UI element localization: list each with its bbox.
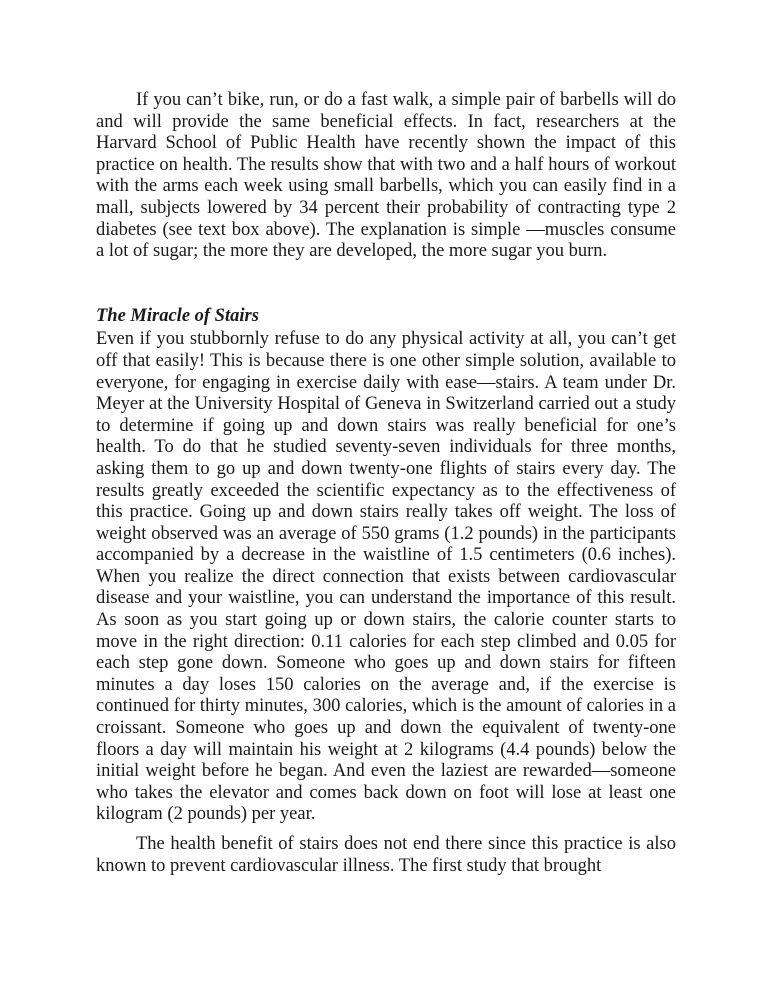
document-page <box>96 90 676 877</box>
stairs-followup-paragraph: The health benefit of stairs does not end there since this practice is also known to prevent cardiovascular illness. The first study that brought <box>96 834 676 876</box>
intro-paragraph: If you can’t bike, run, or do a fast walk, a simple pair of barbells will do and will provide the same beneficial effects. In fact, researchers at the Harvard School of Public Health have recently shown the impact of this practice on health. The results show that with two and a half hours of workout with the arms each week using small barbells, which you can easily find in a mall, subjects lowered by 34 percent their probability of contracting type 2 diabetes (see text box above). The explanation is simple —muscles consume a lot of sugar; the more they are developed, the more sugar you burn. <box>96 90 676 262</box>
paragraph-spacer <box>96 826 676 834</box>
section-heading-stairs: The Miracle of Stairs <box>96 305 259 326</box>
section-spacer <box>96 263 676 306</box>
stairs-paragraph: Even if you stubbornly refuse to do any physical activity at all, you can’t get off that easily! This is because there is one other simple solution, available to everyone, for engaging in exercise daily with ease—stairs. A team under Dr. Meyer at the University Hospital of Geneva in Switzerland carried out a study to determine if going up and down stairs was really beneficial for one’s health. To do that he studied seventy-seven individuals for three months, asking them to go up and down twenty-one flights of stairs every day. The results greatly exceeded the scientific expectancy as to the effectiveness of this practice. Going up and down stairs really takes off weight. The loss of weight observed was an average of 550 grams (1.2 pounds) in the participants accompanied by a decrease in the waistline of 1.5 centimeters (0.6 inches). When you realize the direct connection that exists between cardiovascular disease and your waistline, you can understand the importance of this result. As soon as you start going up or down stairs, the calorie counter starts to move in the right direction: 0.11 calories for each step climbed and 0.05 for each step gone down. Someone who goes up and down stairs for fifteen minutes a day loses 150 calories on the average and, if the exercise is continued for thirty minutes, 300 calories, which is the amount of calories in a croissant. Someone who goes up and down the equivalent of twenty-one floors a day will maintain his weight at 2 kilograms (4.4 pounds) below the initial weight before he began. And even the laziest are rewarded—someone who takes the elevator and comes back down on foot will lose at least one kilogram (2 pounds) per year. <box>96 329 676 825</box>
